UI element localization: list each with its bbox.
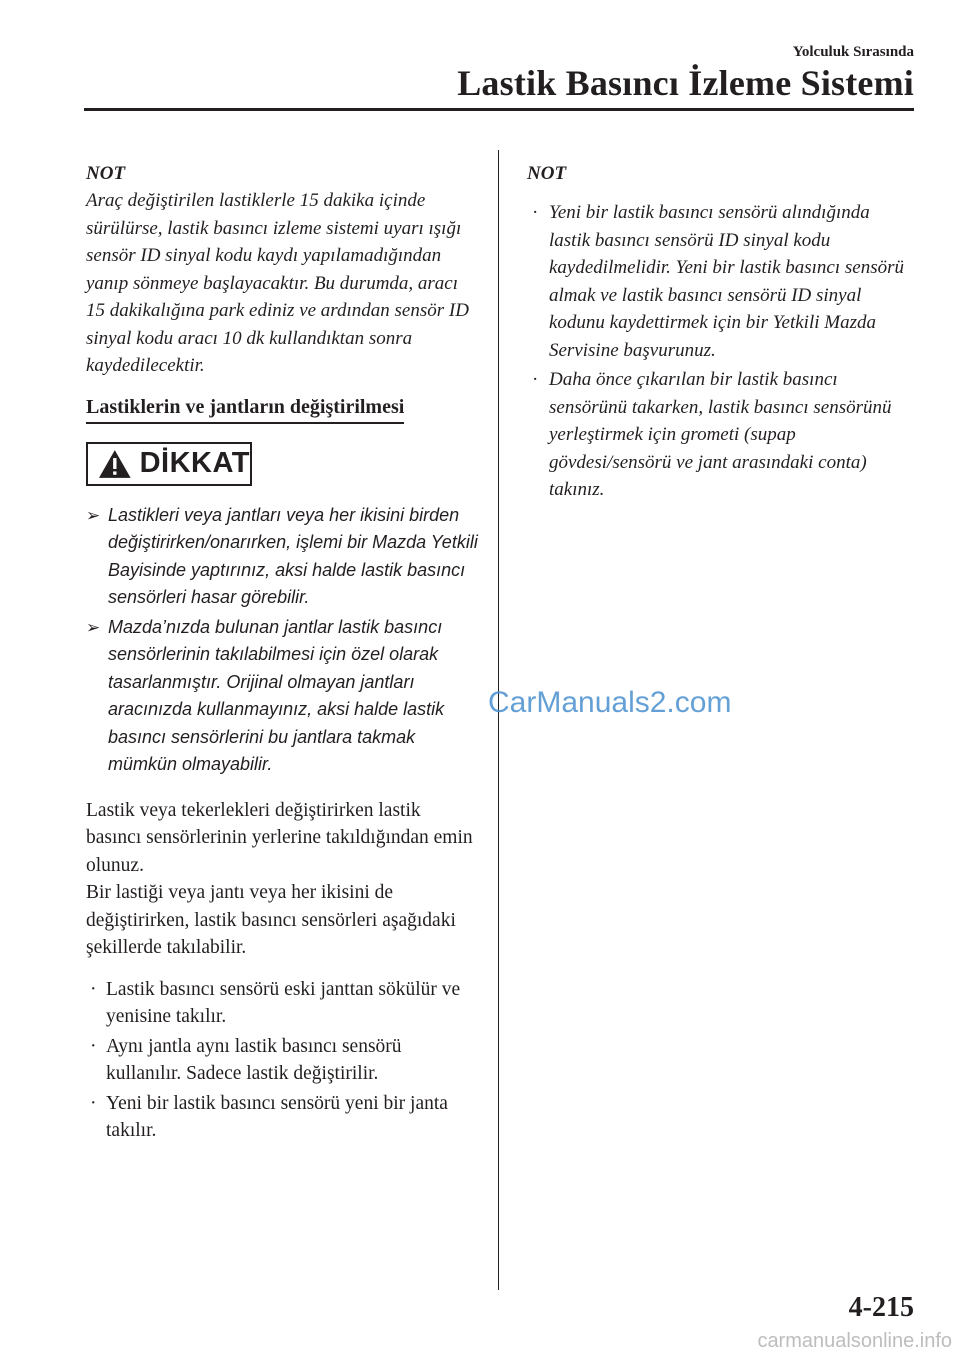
list-item-text: Yeni bir lastik basıncı sensörü yeni bir janta takılır. (106, 1092, 448, 1141)
arrow-bullet-icon: ➢ (86, 617, 101, 637)
page-number: 4-215 (848, 1292, 914, 1323)
footer-watermark[interactable]: carmanualsonline.info (757, 1330, 952, 1352)
caution-item (86, 502, 478, 612)
bullet-list (86, 976, 478, 1145)
caution-label: DİKKAT (139, 447, 250, 479)
note-list (527, 199, 907, 504)
note-item-text: Daha önce çıkarılan bir lastik basıncı sensörünü takarken, lastik basıncı sensörünü yerleştirmek için grometi (supap gövdesi/sensörü ve jant arasındaki conta) takınız. (549, 369, 892, 500)
bullet-dot-icon: · (90, 1092, 97, 1114)
bullet-dot-icon: · (532, 369, 539, 390)
page-title: Lastik Basıncı İzleme Sistemi (457, 63, 914, 103)
note-item (527, 199, 907, 364)
column-divider (498, 150, 499, 1290)
arrow-bullet-icon: ➢ (86, 505, 101, 525)
body-paragraph: Lastik veya tekerlekleri değiştirirken lastik basıncı sensörlerinin yerlerine takıldığından emin olunuz. (86, 799, 473, 876)
list-item-text: Lastik basıncı sensörü eski janttan sökülür ve yenisine takılır. (106, 978, 461, 1027)
note-label: NOT (527, 163, 567, 184)
note-label: NOT (86, 163, 126, 184)
watermark-link[interactable]: CarManuals2.com (488, 686, 732, 719)
bullet-dot-icon: · (90, 978, 97, 1000)
note-text: Araç değiştirilen lastiklerle 15 dakika içinde sürülürse, lastik basıncı izleme sistemi uyarı ışığı sensör ID sinyal kodu kaydı yapılamadığından yanıp sönmeye başlayacaktır. Bu durumda, aracı 15 dakikalığına park ediniz ve ardından sensör ID sinyal kodu aracı 10 dk kullandıktan sonra kaydedilecektir. (86, 190, 469, 376)
section-subheading: Lastiklerin ve jantların değiştirilmesi (86, 396, 404, 424)
body-paragraph: Bir lastiği veya jantı veya her ikisini de değiştirirken, lastik basıncı sensörleri aşağıdaki şekillerde takılabilir. (86, 882, 456, 958)
warning-triangle-icon (98, 449, 132, 479)
header-section-label: Yolculuk Sırasında (792, 44, 914, 60)
left-column (86, 160, 478, 1147)
caution-list (86, 502, 478, 779)
list-item (86, 1033, 478, 1088)
caution-item-text: Mazda’nızda bulunan jantlar lastik basıncı sensörlerinin takılabilmesi için özel olarak tasarlanmıştır. Orijinal olmayan jantları aracınızda kullanmayınız, aksi halde lastik basıncı sensörlerini bu jantlara takmak mümkün olmayabilir. (108, 616, 445, 774)
list-item (86, 1090, 478, 1145)
header-divider (84, 108, 914, 111)
bullet-dot-icon: · (532, 202, 539, 223)
note-item-text: Yeni bir lastik basıncı sensörü alındığında lastik basıncı sensörü ID sinyal kodu kaydedilmelidir. Yeni bir lastik basıncı sensörü almak ve lastik basıncı sensörü ID sinyal kodunu kaydettirmek için bir Yetkili Mazda Servisine başvurunuz. (549, 202, 905, 361)
list-item-text: Aynı jantla aynı lastik basıncı sensörü kullanılır. Sadece lastik değiştirilir. (106, 1035, 402, 1084)
bullet-dot-icon: · (90, 1035, 97, 1057)
list-item (86, 976, 478, 1031)
caution-item (86, 614, 478, 779)
note-item (527, 366, 907, 504)
caution-item-text: Lastikleri veya jantları veya her ikisini birden değiştirirken/onarırken, işlemi bir Mazda Yetkili Bayisinde yaptırınız, aksi halde lastik basıncı sensörleri hasar görebilir. (108, 504, 478, 607)
right-column (527, 160, 907, 506)
caution-banner (86, 442, 252, 486)
